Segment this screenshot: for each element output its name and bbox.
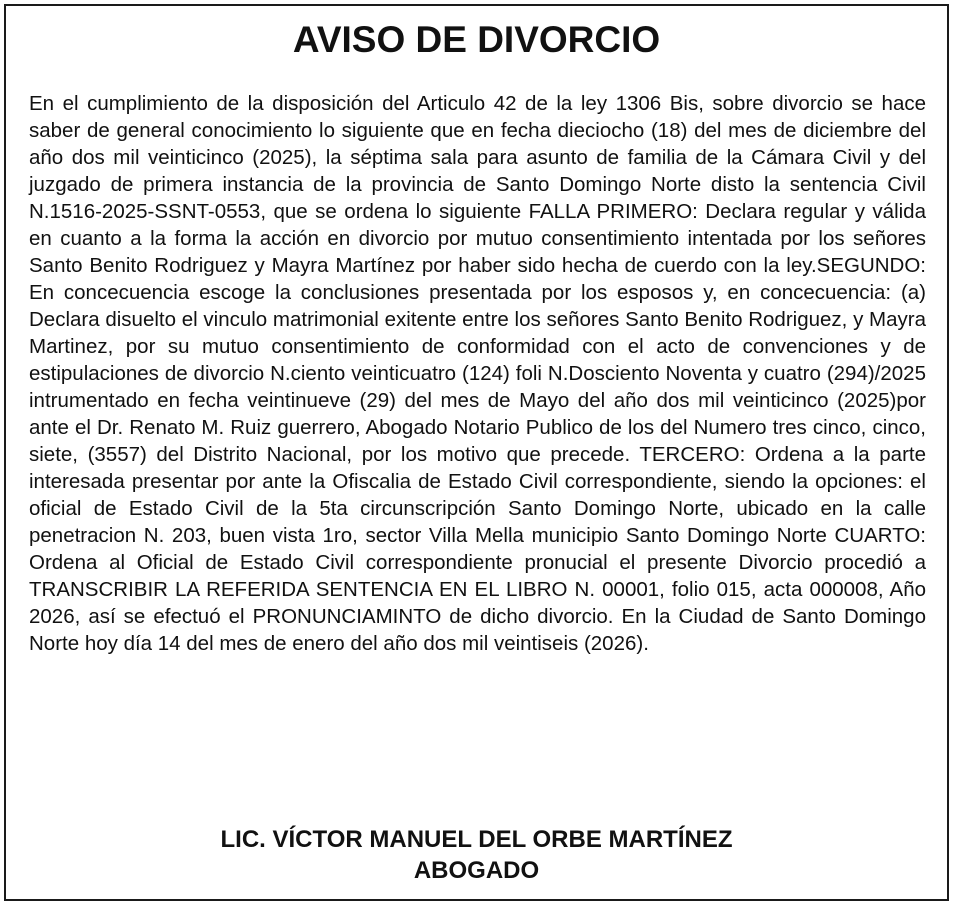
notice-body: En el cumplimiento de la disposición del Articulo 42 de la ley 1306 Bis, sobre divorcio se hace saber de general conocimiento lo siguiente que en fecha dieciocho (18) del mes de diciembre del año dos mil veinticinco (2025), la séptima sala para asunto de familia de la Cámara Civil y del juzgado de primera instancia de la provincia de Santo Domingo Norte disto la sentencia Civil N.1516-2025-SSNT-0553, que se ordena lo siguiente FALLA PRIMERO: Declara regular y válida en cuanto a la forma la acción en divorcio por mutuo consentimiento intentada por los señores Santo Benito Rodriguez y Mayra Martínez por haber sido hecha de cuerdo con la ley.SEGUNDO: En concecuencia escoge la conclusiones presentada por los esposos y, en concecuencia: (a) Declara disuelto el vinculo matrimonial exitente entre los señores Santo Benito Rodriguez, y Mayra Martinez, por su mutuo consentimiento de conformidad con el acto de convenciones y de estipulaciones de divorcio N.ciento veinticuatro (124) foli N.Dosciento Noventa y cuatro (294)/2025 intrumentado en fecha veintinueve (29) del mes de Mayo del año dos mil veinticinco (2025)por ante el Dr. Renato M. Ruiz guerrero, Abogado Notario Publico de los del Numero tres cinco, cinco, siete, (3557) del Distrito Nacional, por los motivo que precede. TERCERO: Ordena a la parte interesada presentar por ante la Ofiscalia de Estado Civil correspondiente, siendo la opciones: el oficial de Estado Civil de la 5ta circunscripción Santo Domingo Norte, ubicado en la calle penetracion N. 203, buen vista 1ro, sector Villa Mella municipio Santo Domingo Norte CUARTO: Ordena al Oficial de Estado Civil correspondiente pronucial el presente Divorcio procedió a TRANSCRIBIR LA REFERIDA SENTENCIA EN EL LIBRO N. 00001, folio 015, acta 000008, Año 2026, así se efectuó el PRONUNCIAMINTO de dicho divorcio. En la Ciudad de Santo Domingo Norte hoy día 14 del mes de enero del año dos mil veintiseis (2026). — [29, 92, 926, 655]
notice-title: AVISO DE DIVORCIO — [292, 19, 661, 60]
divorce-notice — [4, 4, 949, 901]
signature-role: ABOGADO — [413, 857, 540, 884]
signature-name: LIC. VÍCTOR MANUEL DEL ORBE MARTÍNEZ — [220, 826, 733, 853]
signature-block — [6, 824, 947, 886]
